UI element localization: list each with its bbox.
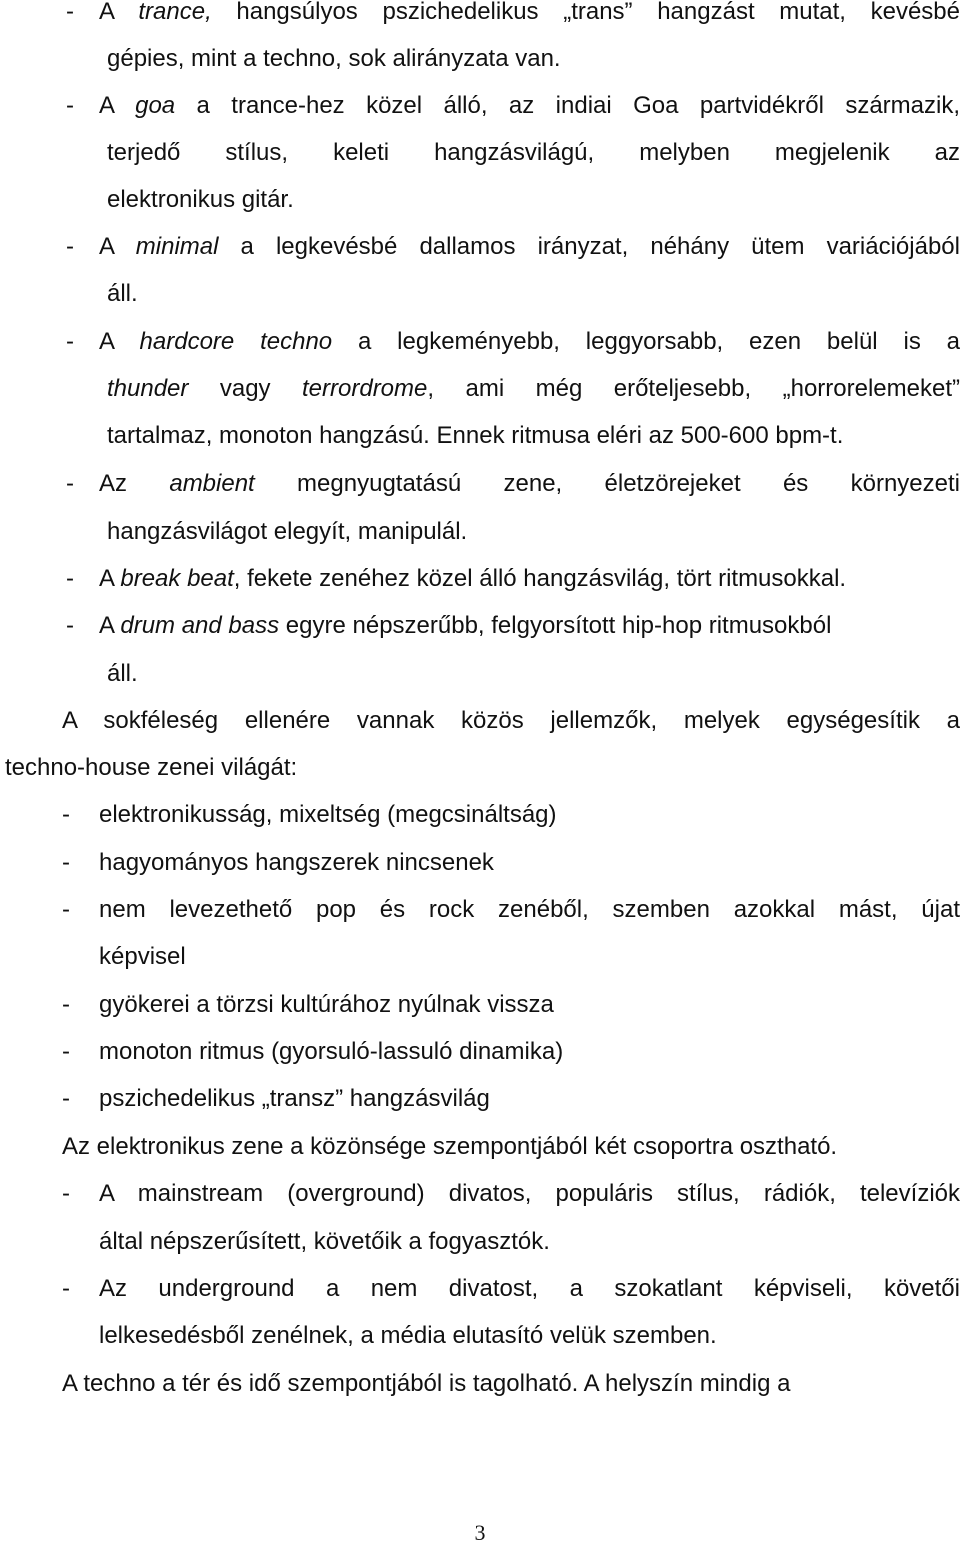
genre-breakbeat-line1: A break beat, fekete zenéhez közel álló hangzásvilág, tört ritmusokkal.: [99, 565, 847, 592]
list-dash: -: [66, 612, 74, 639]
audience-item-continuation: lelkesedésből zenélnek, a média elutasító velük szemben.: [99, 1322, 717, 1349]
list-dash: -: [62, 1180, 70, 1207]
genre-dnb-line1: A drum and bass egyre népszerűbb, felgyorsított hip-hop ritmusokból: [99, 612, 832, 639]
genre-goa-line3: elektronikus gitár.: [107, 186, 294, 213]
feature-item-continuation: képvisel: [99, 943, 186, 970]
genre-dnb-line2: áll.: [107, 660, 138, 687]
list-dash: -: [62, 1085, 70, 1112]
audience-item: A mainstream (overground) divatos, populáris stílus, rádiók, televíziók: [99, 1180, 960, 1207]
genre-minimal-line1: A minimal a legkevésbé dallamos irányzat, néhány ütem variációjából: [99, 233, 960, 260]
genre-goa-line1: A goa a trance-hez közel álló, az indiai Goa partvidékről származik,: [99, 92, 960, 119]
feature-item: monoton ritmus (gyorsuló-lassuló dinamika): [99, 1038, 564, 1065]
paragraph-line: Az elektronikus zene a közönsége szempontjából két csoportra osztható.: [62, 1133, 838, 1160]
list-dash: -: [62, 1275, 70, 1302]
paragraph-line: A techno a tér és idő szempontjából is tagolható. A helyszín mindig a: [62, 1370, 791, 1397]
feature-item: gyökerei a törzsi kultúrához nyúlnak vissza: [99, 991, 554, 1018]
genre-trance-line1: A trance, hangsúlyos pszichedelikus „trans” hangzást mutat, kevésbé: [99, 0, 960, 25]
list-dash: -: [66, 0, 74, 25]
genre-ambient-line1: Az ambient megnyugtatású zene, életzörejeket és környezeti: [99, 470, 960, 497]
audience-item-continuation: által népszerűsített, követőik a fogyasztók.: [99, 1228, 550, 1255]
feature-item: hagyományos hangszerek nincsenek: [99, 849, 494, 876]
feature-item: elektronikusság, mixeltség (megcsináltság): [99, 801, 557, 828]
page-number: 3: [474, 1520, 486, 1545]
feature-item: pszichedelikus „transz” hangzásvilág: [99, 1085, 490, 1112]
list-dash: -: [62, 896, 70, 923]
genre-goa-line2: terjedő stílus, keleti hangzásvilágú, melyben megjelenik az: [107, 139, 960, 166]
genre-hardcore-line1: A hardcore techno a legkeményebb, leggyorsabb, ezen belül is a: [99, 328, 960, 355]
feature-item: nem levezethető pop és rock zenéből, szemben azokkal mást, újat: [99, 896, 960, 923]
paragraph-line: techno-house zenei világát:: [5, 754, 298, 781]
list-dash: -: [62, 1038, 70, 1065]
list-dash: -: [62, 849, 70, 876]
list-dash: -: [62, 991, 70, 1018]
list-dash: -: [62, 801, 70, 828]
list-dash: -: [66, 92, 74, 119]
genre-hardcore-line2: thunder vagy terrordrome, ami még erőteljesebb, „horrorelemeket”: [107, 375, 960, 402]
genre-hardcore-line3: tartalmaz, monoton hangzású. Ennek ritmusa eléri az 500-600 bpm-t.: [107, 422, 844, 449]
list-dash: -: [66, 233, 74, 260]
list-dash: -: [66, 565, 74, 592]
audience-item: Az underground a nem divatost, a szokatlant képviseli, követői: [99, 1275, 960, 1302]
genre-trance-line2: gépies, mint a techno, sok alirányzata van.: [107, 45, 561, 72]
paragraph-line: A sokféleség ellenére vannak közös jellemzők, melyek egységesítik a: [62, 707, 960, 734]
list-dash: -: [66, 470, 74, 497]
genre-minimal-line2: áll.: [107, 280, 138, 307]
list-dash: -: [66, 328, 74, 355]
genre-ambient-line2: hangzásvilágot elegyít, manipulál.: [107, 518, 468, 545]
